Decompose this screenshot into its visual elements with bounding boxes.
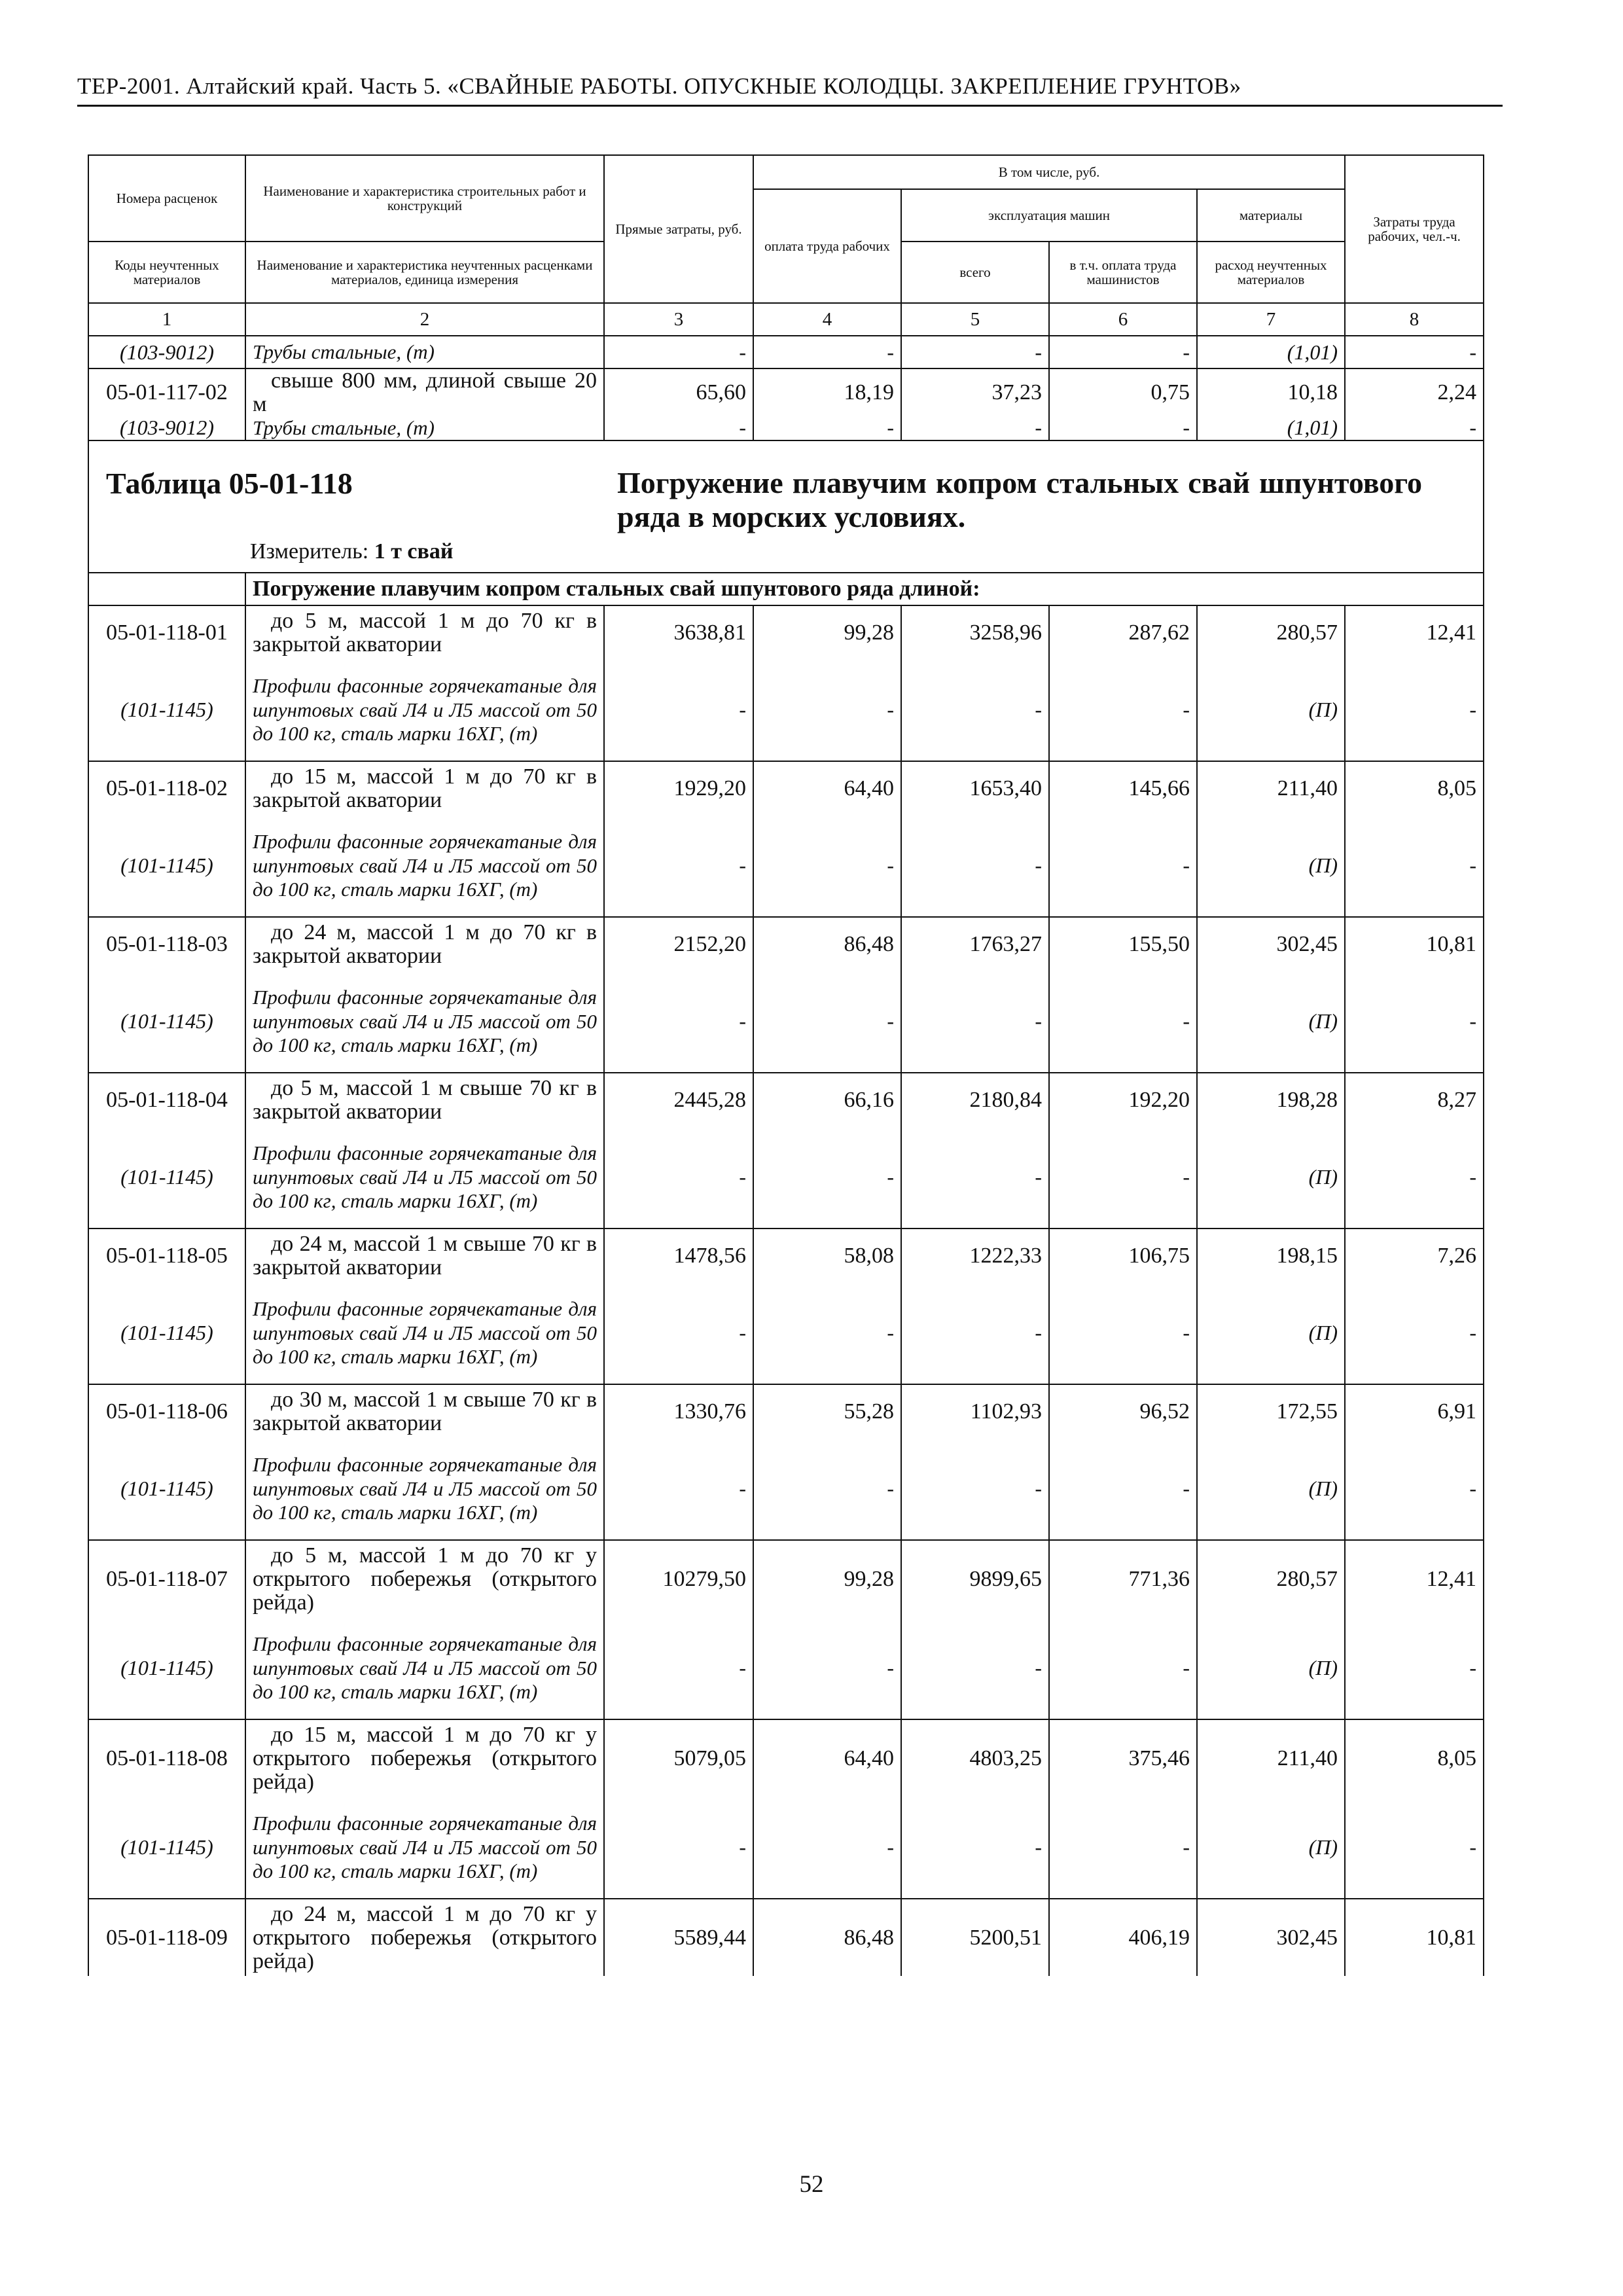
rate-code: 05-01-118-07: [88, 1540, 245, 1617]
value-cell: -: [1049, 416, 1197, 440]
material-code: (101-1145): [88, 1617, 245, 1719]
material-name: Профили фасонные горячекатаные для шпунтовых свай Л4 и Л5 массой от 50 до 100 кг, сталь марки 16ХГ, (т): [245, 1617, 604, 1719]
material-name: Профили фасонные горячекатаные для шпунтовых свай Л4 и Л5 массой от 50 до 100 кг, сталь марки 16ХГ, (т): [245, 1126, 604, 1229]
value-cell: -: [604, 815, 753, 917]
column-number: 6: [1049, 303, 1197, 336]
value-cell: 12,41: [1345, 605, 1484, 659]
value-cell: 37,23: [901, 368, 1049, 416]
value-cell: 198,28: [1197, 1073, 1345, 1126]
value-cell: -: [1049, 971, 1197, 1073]
header-direct-costs: Прямые затраты, руб.: [604, 155, 753, 303]
value-cell: 3258,96: [901, 605, 1049, 659]
value-cell: 10,18: [1197, 368, 1345, 416]
material-code: (101-1145): [88, 659, 245, 761]
section-heading: Погружение плавучим копром стальных свай шпунтового ряда длиной:: [245, 573, 1484, 605]
material-code: (101-1145): [88, 1438, 245, 1540]
value-cell: 12,41: [1345, 1540, 1484, 1617]
table-title-block: [88, 440, 1484, 573]
value-cell: 2445,28: [604, 1073, 753, 1126]
value-cell: 58,08: [753, 1229, 901, 1282]
value-cell: 192,20: [1049, 1073, 1197, 1126]
rate-description: до 5 м, массой 1 м свыше 70 кг в закрытой акватории: [245, 1073, 604, 1126]
material-code: (101-1145): [88, 1797, 245, 1899]
page-number: 52: [799, 2171, 824, 2198]
value-cell: 10,81: [1345, 1899, 1484, 1976]
value-cell: 99,28: [753, 605, 901, 659]
value-cell: 8,05: [1345, 761, 1484, 815]
value-cell: -: [604, 416, 753, 440]
value-cell: 2152,20: [604, 917, 753, 971]
value-cell: -: [604, 1282, 753, 1384]
header-labor-costs: Затраты труда рабочих, чел.-ч.: [1345, 155, 1484, 303]
value-cell: 8,27: [1345, 1073, 1484, 1126]
material-name: Профили фасонные горячекатаные для шпунтовых свай Л4 и Л5 массой от 50 до 100 кг, сталь марки 16ХГ, (т): [245, 1438, 604, 1540]
value-cell: -: [753, 1617, 901, 1719]
value-cell: -: [753, 1282, 901, 1384]
value-cell: -: [901, 971, 1049, 1073]
running-header: ТЕР-2001. Алтайский край. Часть 5. «СВАЙНЫЕ РАБОТЫ. ОПУСКНЫЕ КОЛОДЦЫ. ЗАКРЕПЛЕНИЕ ГРУНТОВ»: [77, 73, 1241, 99]
rate-code: 05-01-118-01: [88, 605, 245, 659]
value-cell: -: [901, 416, 1049, 440]
value-cell: 198,15: [1197, 1229, 1345, 1282]
value-cell: 1929,20: [604, 761, 753, 815]
value-cell: 1222,33: [901, 1229, 1049, 1282]
value-cell: -: [604, 336, 753, 368]
value-cell: -: [753, 1797, 901, 1899]
value-cell: -: [1049, 1797, 1197, 1899]
header-including: В том числе, руб.: [753, 155, 1345, 189]
material-name: Профили фасонные горячекатаные для шпунтовых свай Л4 и Л5 массой от 50 до 100 кг, сталь марки 16ХГ, (т): [245, 971, 604, 1073]
value-cell: 9899,65: [901, 1540, 1049, 1617]
value-cell: -: [1345, 659, 1484, 761]
value-cell: -: [1049, 815, 1197, 917]
material-name: Профили фасонные горячекатаные для шпунтовых свай Л4 и Л5 массой от 50 до 100 кг, сталь марки 16ХГ, (т): [245, 659, 604, 761]
value-cell: 96,52: [1049, 1384, 1197, 1438]
value-cell: -: [901, 1126, 1049, 1229]
value-cell: 10,81: [1345, 917, 1484, 971]
value-cell: (П): [1197, 1126, 1345, 1229]
value-cell: -: [901, 1797, 1049, 1899]
value-cell: -: [1049, 336, 1197, 368]
value-cell: 5079,05: [604, 1719, 753, 1797]
value-cell: -: [1345, 1797, 1484, 1899]
value-cell: 8,05: [1345, 1719, 1484, 1797]
column-number: 4: [753, 303, 901, 336]
rate-description: до 5 м, массой 1 м до 70 кг в закрытой акватории: [245, 605, 604, 659]
value-cell: -: [1345, 815, 1484, 917]
value-cell: 86,48: [753, 917, 901, 971]
value-cell: -: [1049, 659, 1197, 761]
material-code: (101-1145): [88, 1282, 245, 1384]
value-cell: (1,01): [1197, 416, 1345, 440]
value-cell: 64,40: [753, 1719, 901, 1797]
value-cell: (П): [1197, 659, 1345, 761]
value-cell: -: [753, 1438, 901, 1540]
rate-description: до 24 м, массой 1 м до 70 кг у открытого побережья (открытого рейда): [245, 1899, 604, 1976]
rate-code: 05-01-118-05: [88, 1229, 245, 1282]
rate-description: до 24 м, массой 1 м свыше 70 кг в закрытой акватории: [245, 1229, 604, 1282]
measure-value: 1 т свай: [374, 539, 454, 564]
value-cell: 211,40: [1197, 761, 1345, 815]
value-cell: 375,46: [1049, 1719, 1197, 1797]
value-cell: 10279,50: [604, 1540, 753, 1617]
value-cell: 66,16: [753, 1073, 901, 1126]
value-cell: 18,19: [753, 368, 901, 416]
section-code-cell: [88, 573, 245, 605]
column-number: 7: [1197, 303, 1345, 336]
column-number: 5: [901, 303, 1049, 336]
rate-description: свыше 800 мм, длиной свыше 20 м: [245, 368, 604, 416]
value-cell: 2180,84: [901, 1073, 1049, 1126]
rate-code: 05-01-118-09: [88, 1899, 245, 1976]
value-cell: -: [753, 815, 901, 917]
value-cell: -: [753, 971, 901, 1073]
value-cell: 302,45: [1197, 917, 1345, 971]
value-cell: -: [1345, 336, 1484, 368]
value-cell: 99,28: [753, 1540, 901, 1617]
rate-code: 05-01-117-02: [88, 368, 245, 416]
value-cell: 86,48: [753, 1899, 901, 1976]
rate-code: 05-01-118-06: [88, 1384, 245, 1438]
value-cell: 2,24: [1345, 368, 1484, 416]
value-cell: (П): [1197, 1797, 1345, 1899]
value-cell: 5589,44: [604, 1899, 753, 1976]
material-name: Трубы стальные, (т): [245, 336, 604, 368]
value-cell: 55,28: [753, 1384, 901, 1438]
value-cell: -: [901, 1282, 1049, 1384]
value-cell: 3638,81: [604, 605, 753, 659]
column-number: 3: [604, 303, 753, 336]
value-cell: -: [1345, 1282, 1484, 1384]
header-machines-total: всего: [901, 242, 1049, 303]
measure-unit: [250, 539, 453, 564]
header-material-names: Наименование и характеристика неучтенных расценками материалов, единица измерения: [245, 242, 604, 303]
header-machines: эксплуатация машин: [901, 189, 1197, 242]
column-number: 8: [1345, 303, 1484, 336]
value-cell: -: [604, 971, 753, 1073]
value-cell: -: [604, 659, 753, 761]
value-cell: 1330,76: [604, 1384, 753, 1438]
measure-label: Измеритель:: [250, 539, 369, 564]
value-cell: -: [1049, 1126, 1197, 1229]
value-cell: 1763,27: [901, 917, 1049, 971]
value-cell: (1,01): [1197, 336, 1345, 368]
material-code: (103-9012): [88, 416, 245, 440]
material-code: (101-1145): [88, 815, 245, 917]
value-cell: -: [901, 336, 1049, 368]
value-cell: 155,50: [1049, 917, 1197, 971]
value-cell: 1478,56: [604, 1229, 753, 1282]
value-cell: 6,91: [1345, 1384, 1484, 1438]
value-cell: 65,60: [604, 368, 753, 416]
value-cell: 287,62: [1049, 605, 1197, 659]
value-cell: -: [753, 1126, 901, 1229]
value-cell: -: [901, 1438, 1049, 1540]
value-cell: 7,26: [1345, 1229, 1484, 1282]
value-cell: -: [604, 1126, 753, 1229]
value-cell: 0,75: [1049, 368, 1197, 416]
material-name: Трубы стальные, (т): [245, 416, 604, 440]
value-cell: 280,57: [1197, 1540, 1345, 1617]
value-cell: 406,19: [1049, 1899, 1197, 1976]
value-cell: -: [1049, 1617, 1197, 1719]
value-cell: -: [1345, 971, 1484, 1073]
rate-code: 05-01-118-03: [88, 917, 245, 971]
value-cell: 302,45: [1197, 1899, 1345, 1976]
material-name: Профили фасонные горячекатаные для шпунтовых свай Л4 и Л5 массой от 50 до 100 кг, сталь марки 16ХГ, (т): [245, 1797, 604, 1899]
value-cell: -: [901, 659, 1049, 761]
value-cell: -: [1049, 1438, 1197, 1540]
header-work-name: Наименование и характеристика строительных работ и конструкций: [245, 155, 604, 242]
table-title: Погружение плавучим копром стальных свай шпунтового ряда в морских условиях.: [617, 466, 1422, 534]
header-materials: материалы: [1197, 189, 1345, 242]
value-cell: -: [753, 416, 901, 440]
material-code: (101-1145): [88, 971, 245, 1073]
value-cell: -: [1345, 416, 1484, 440]
value-cell: -: [901, 815, 1049, 917]
header-rule: [77, 105, 1503, 107]
value-cell: -: [1345, 1438, 1484, 1540]
material-code: (103-9012): [88, 336, 245, 368]
value-cell: 106,75: [1049, 1229, 1197, 1282]
value-cell: 64,40: [753, 761, 901, 815]
value-cell: 4803,25: [901, 1719, 1049, 1797]
header-operator-pay: в т.ч. оплата труда машинистов: [1049, 242, 1197, 303]
material-name: Профили фасонные горячекатаные для шпунтовых свай Л4 и Л5 массой от 50 до 100 кг, сталь марки 16ХГ, (т): [245, 815, 604, 917]
column-number: 1: [88, 303, 245, 336]
rate-description: до 5 м, массой 1 м до 70 кг у открытого побережья (открытого рейда): [245, 1540, 604, 1617]
value-cell: -: [901, 1617, 1049, 1719]
rate-code: 05-01-118-08: [88, 1719, 245, 1797]
value-cell: -: [753, 659, 901, 761]
value-cell: 280,57: [1197, 605, 1345, 659]
value-cell: (П): [1197, 815, 1345, 917]
table-number: Таблица 05-01-118: [106, 467, 353, 501]
value-cell: -: [1345, 1126, 1484, 1229]
value-cell: -: [1345, 1617, 1484, 1719]
value-cell: (П): [1197, 971, 1345, 1073]
header-material-usage: расход неучтенных материалов: [1197, 242, 1345, 303]
rate-description: до 15 м, массой 1 м до 70 кг в закрытой акватории: [245, 761, 604, 815]
value-cell: -: [753, 336, 901, 368]
value-cell: -: [604, 1438, 753, 1540]
value-cell: 5200,51: [901, 1899, 1049, 1976]
rate-description: до 30 м, массой 1 м свыше 70 кг в закрытой акватории: [245, 1384, 604, 1438]
value-cell: 172,55: [1197, 1384, 1345, 1438]
value-cell: 211,40: [1197, 1719, 1345, 1797]
value-cell: -: [604, 1797, 753, 1899]
material-name: Профили фасонные горячекатаные для шпунтовых свай Л4 и Л5 массой от 50 до 100 кг, сталь марки 16ХГ, (т): [245, 1282, 604, 1384]
value-cell: -: [1049, 1282, 1197, 1384]
value-cell: 771,36: [1049, 1540, 1197, 1617]
value-cell: (П): [1197, 1617, 1345, 1719]
price-table: [88, 154, 1484, 1976]
rate-code: 05-01-118-02: [88, 761, 245, 815]
value-cell: (П): [1197, 1438, 1345, 1540]
value-cell: 145,66: [1049, 761, 1197, 815]
rate-code: 05-01-118-04: [88, 1073, 245, 1126]
value-cell: (П): [1197, 1282, 1345, 1384]
value-cell: -: [604, 1617, 753, 1719]
header-rate-number: Номера расценок: [88, 155, 245, 242]
header-material-codes: Коды неучтенных материалов: [88, 242, 245, 303]
material-code: (101-1145): [88, 1126, 245, 1229]
column-number: 2: [245, 303, 604, 336]
rate-description: до 15 м, массой 1 м до 70 кг у открытого побережья (открытого рейда): [245, 1719, 604, 1797]
value-cell: 1102,93: [901, 1384, 1049, 1438]
rate-description: до 24 м, массой 1 м до 70 кг в закрытой акватории: [245, 917, 604, 971]
header-worker-pay: оплата труда рабочих: [753, 189, 901, 303]
value-cell: 1653,40: [901, 761, 1049, 815]
